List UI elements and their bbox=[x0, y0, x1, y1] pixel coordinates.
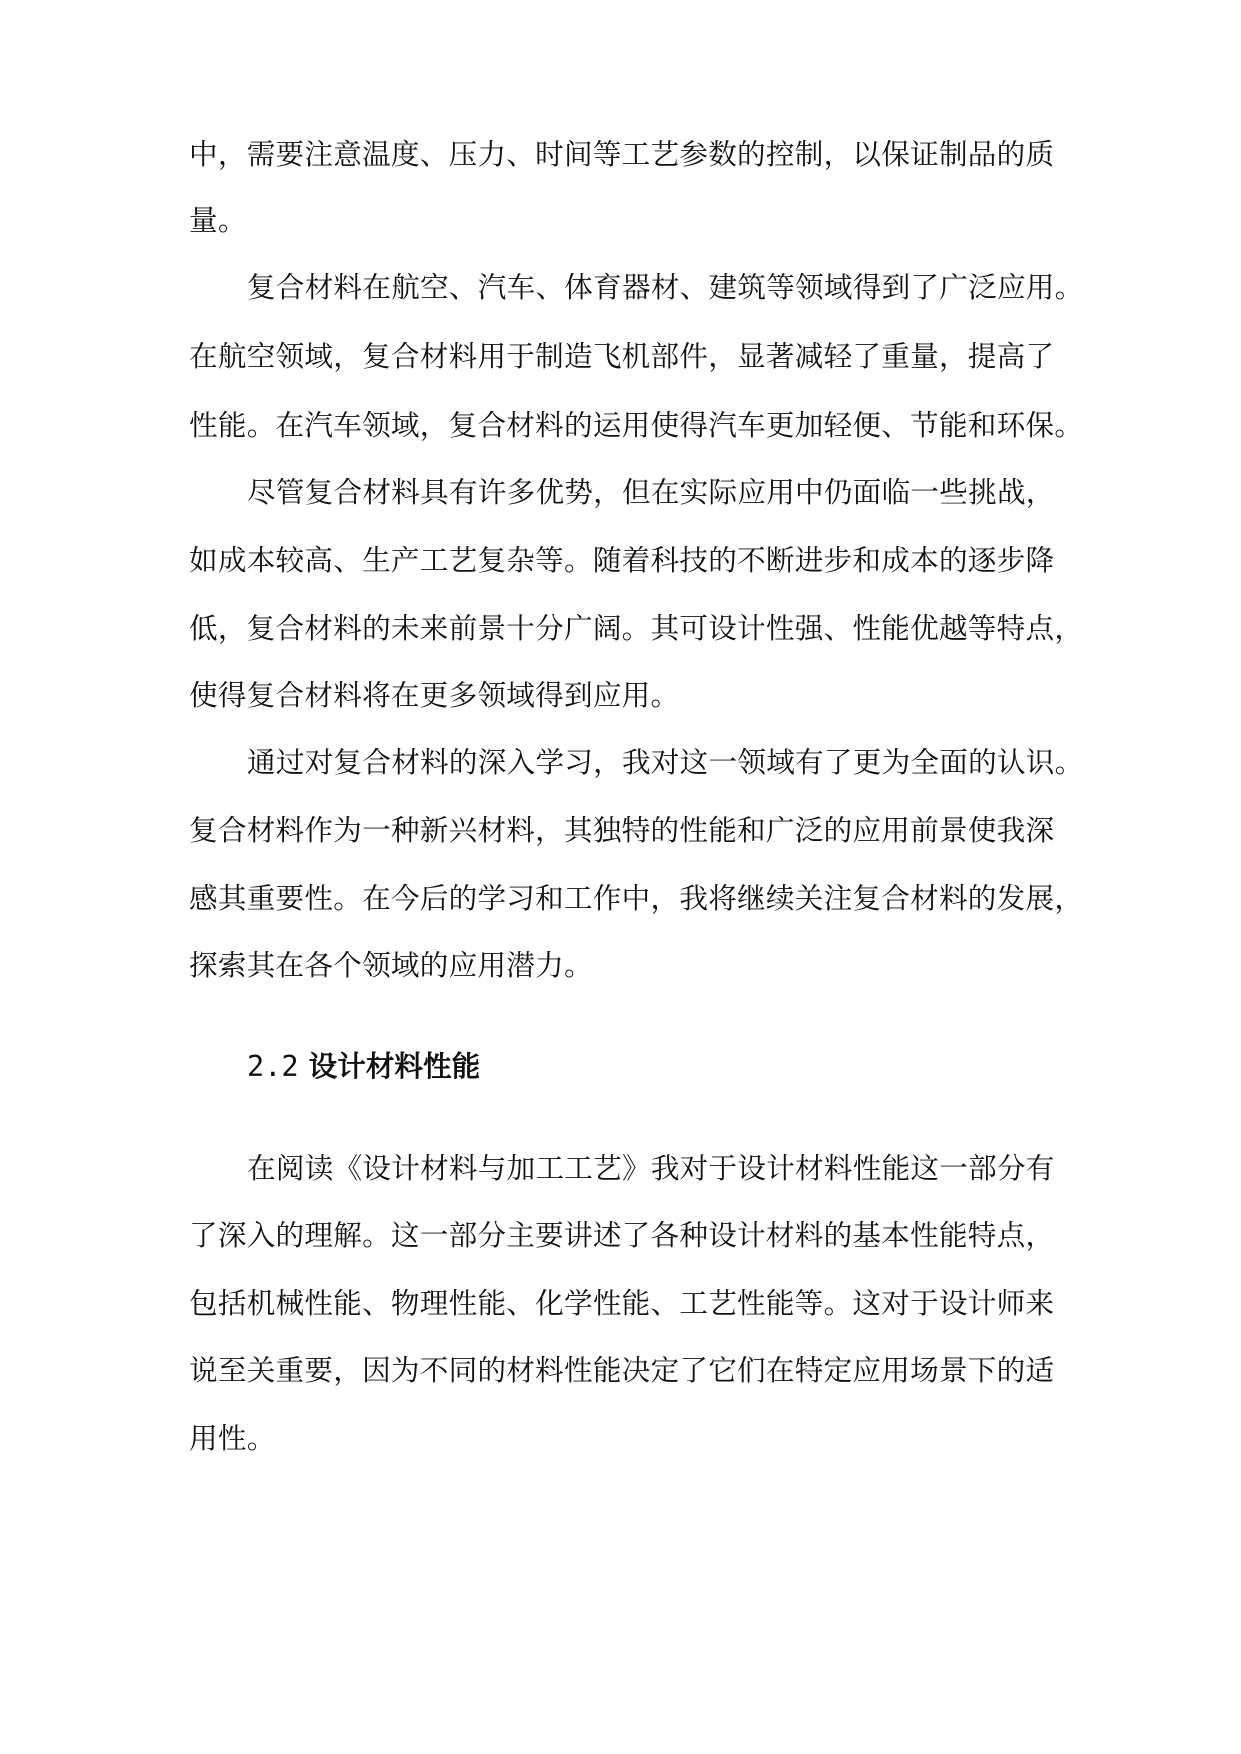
paragraph-line: 复合材料作为一种新兴材料，其独特的性能和广泛的应用前景使我深 bbox=[189, 813, 1055, 847]
section-title: 设计材料性能 bbox=[308, 1049, 481, 1083]
paragraph-line: 在航空领域，复合材料用于制造飞机部件，显著减轻了重量，提高了 bbox=[189, 339, 1055, 373]
paragraph-line: 说至关重要，因为不同的材料性能决定了它们在特定应用场景下的适 bbox=[189, 1353, 1055, 1387]
paragraph-line: 使得复合材料将在更多领域得到应用。 bbox=[189, 678, 680, 712]
paragraph-line: 尽管复合材料具有许多优势，但在实际应用中仍面临一些挑战， bbox=[247, 475, 1055, 509]
paragraph-line: 复合材料在航空、汽车、体育器材、建筑等领域得到了广泛应用。 bbox=[247, 270, 1084, 304]
paragraph-line: 中，需要注意温度、压力、时间等工艺参数的控制，以保证制品的质 bbox=[189, 137, 1055, 171]
paragraph-line: 包括机械性能、物理性能、化学性能、工艺性能等。这对于设计师来 bbox=[189, 1286, 1055, 1320]
paragraph-line: 感其重要性。在今后的学习和工作中，我将继续关注复合材料的发展， bbox=[189, 881, 1084, 915]
section-heading bbox=[247, 1046, 480, 1086]
paragraph-line: 低，复合材料的未来前景十分广阔。其可设计性强、性能优越等特点， bbox=[189, 611, 1084, 645]
paragraph-line: 如成本较高、生产工艺复杂等。随着科技的不断进步和成本的逐步降 bbox=[189, 543, 1055, 577]
paragraph-line: 在阅读《设计材料与加工工艺》我对于设计材料性能这一部分有 bbox=[247, 1151, 1055, 1185]
paragraph-line: 了深入的理解。这一部分主要讲述了各种设计材料的基本性能特点， bbox=[189, 1218, 1055, 1252]
paragraph-line: 探索其在各个领域的应用潜力。 bbox=[189, 948, 593, 982]
paragraph-line: 用性。 bbox=[189, 1421, 276, 1455]
paragraph-line: 通过对复合材料的深入学习，我对这一领域有了更为全面的认识。 bbox=[247, 745, 1084, 779]
paragraph-line: 性能。在汽车领域，复合材料的运用使得汽车更加轻便、节能和环保。 bbox=[189, 408, 1084, 442]
paragraph-line: 量。 bbox=[189, 203, 247, 237]
section-number: 2.2 bbox=[247, 1049, 299, 1083]
